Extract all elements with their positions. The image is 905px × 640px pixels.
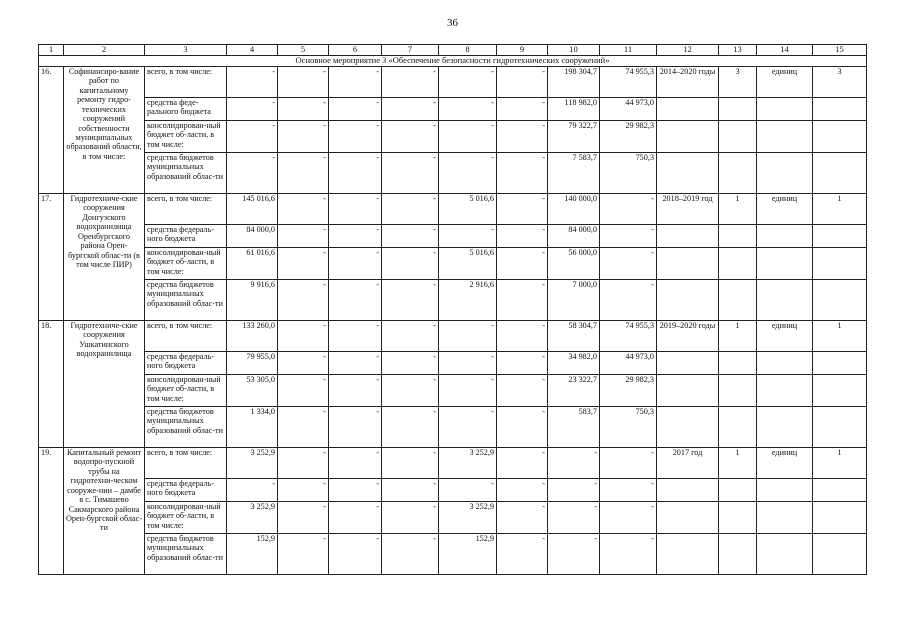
amount-cell: -	[329, 448, 382, 479]
table-body	[39, 45, 867, 575]
amount-cell: 61 016,6	[227, 248, 278, 280]
funding-source: консолидирован-ный бюджет об-ласти, в том числе:	[145, 121, 227, 153]
funding-source: средства бюджетов муниципальных образований облас-ти	[145, 153, 227, 194]
empty-cell	[657, 375, 719, 407]
amount-cell: -	[278, 479, 329, 502]
empty-cell	[719, 352, 757, 375]
amount-cell: 79 955,0	[227, 352, 278, 375]
table-row	[39, 352, 867, 375]
unit-cell: единиц	[757, 448, 813, 479]
empty-cell	[813, 98, 867, 121]
amount-cell: 56 000,0	[548, 248, 600, 280]
amount-cell: -	[278, 280, 329, 321]
amount-cell: -	[600, 280, 657, 321]
empty-cell	[719, 280, 757, 321]
amount-cell: -	[278, 502, 329, 534]
funding-source: всего, в том числе:	[145, 448, 227, 479]
amount-cell: -	[497, 321, 548, 352]
empty-cell	[719, 375, 757, 407]
empty-cell	[757, 225, 813, 248]
amount-cell: -	[278, 153, 329, 194]
amount-cell: -	[278, 321, 329, 352]
amount-cell: -	[497, 479, 548, 502]
table-row	[39, 534, 867, 575]
amount-cell: -	[439, 67, 497, 98]
amount-cell: -	[329, 121, 382, 153]
item-name: Гидротехниче-ские сооружения Донгузского водохранилища Оренбургского района Орен-бургской облас-ти (в том числе ПИР)	[64, 194, 145, 321]
empty-cell	[719, 479, 757, 502]
empty-cell	[657, 280, 719, 321]
amount-cell: 2 916,6	[439, 280, 497, 321]
column-number: 6	[329, 45, 382, 56]
funding-source: всего, в том числе:	[145, 67, 227, 98]
amount-cell: -	[329, 194, 382, 225]
amount-cell: 7 000,0	[548, 280, 600, 321]
amount-cell: -	[278, 375, 329, 407]
amount-cell: 3 252,9	[227, 502, 278, 534]
amount-cell: -	[227, 479, 278, 502]
amount-cell: -	[497, 502, 548, 534]
amount-cell: -	[439, 121, 497, 153]
amount-cell: 58 304,7	[548, 321, 600, 352]
empty-cell	[757, 534, 813, 575]
table-row	[39, 194, 867, 225]
amount-cell: -	[278, 407, 329, 448]
funding-source: консолидирован-ный бюджет об-ласти, в том числе:	[145, 502, 227, 534]
amount-cell: -	[382, 67, 439, 98]
table-row	[39, 375, 867, 407]
period-cell: 2014–2020 годы	[657, 67, 719, 98]
funding-source: средства федераль-ного бюджета	[145, 479, 227, 502]
item-name: Софинансиро-вание работ по капитальному ремонту гидро-технических сооружений собственности муниципальных образований области, в том числе:	[64, 67, 145, 194]
column-number: 3	[145, 45, 227, 56]
funding-source: средства федераль-ного бюджета	[145, 352, 227, 375]
empty-cell	[757, 248, 813, 280]
amount-cell: -	[329, 248, 382, 280]
empty-cell	[813, 479, 867, 502]
amount-cell: -	[382, 280, 439, 321]
column-number: 5	[278, 45, 329, 56]
table-row	[39, 321, 867, 352]
amount-cell: -	[497, 225, 548, 248]
column-number: 14	[757, 45, 813, 56]
funding-source: консолидирован-ный бюджет об-ласти, в том числе:	[145, 248, 227, 280]
empty-cell	[813, 225, 867, 248]
amount-cell: -	[497, 280, 548, 321]
table-row	[39, 153, 867, 194]
empty-cell	[657, 153, 719, 194]
page-number: 36	[447, 17, 458, 29]
unit-cell: единиц	[757, 67, 813, 98]
amount-cell: -	[329, 98, 382, 121]
amount-cell: -	[548, 448, 600, 479]
empty-cell	[813, 375, 867, 407]
amount-cell: -	[439, 153, 497, 194]
amount-cell: -	[382, 225, 439, 248]
amount-cell: -	[227, 153, 278, 194]
amount-cell: -	[227, 98, 278, 121]
column-number: 12	[657, 45, 719, 56]
empty-cell	[657, 407, 719, 448]
period-cell: 2017 год	[657, 448, 719, 479]
column-number: 10	[548, 45, 600, 56]
amount-cell: -	[600, 194, 657, 225]
amount-cell: 53 305,0	[227, 375, 278, 407]
empty-cell	[719, 407, 757, 448]
funding-source: консолидирован-ный бюджет об-ласти, в том числе:	[145, 375, 227, 407]
empty-cell	[719, 153, 757, 194]
funding-source: всего, в том числе:	[145, 194, 227, 225]
amount-cell: 5 016,6	[439, 194, 497, 225]
amount-cell: -	[329, 375, 382, 407]
empty-cell	[813, 248, 867, 280]
table-row	[39, 407, 867, 448]
funding-source: средства феде-рального бюджета	[145, 98, 227, 121]
amount-cell: -	[439, 352, 497, 375]
amount-cell: -	[497, 448, 548, 479]
amount-cell: 140 000,0	[548, 194, 600, 225]
amount-cell: -	[329, 479, 382, 502]
empty-cell	[719, 225, 757, 248]
amount-cell: -	[278, 194, 329, 225]
column-number-row	[39, 45, 867, 56]
amount-cell: -	[497, 248, 548, 280]
amount-cell: 7 583,7	[548, 153, 600, 194]
amount-cell: 84 000,0	[548, 225, 600, 248]
empty-cell	[657, 225, 719, 248]
empty-cell	[657, 534, 719, 575]
column-number: 13	[719, 45, 757, 56]
amount-cell: -	[439, 375, 497, 407]
item-number: 16.	[39, 67, 64, 194]
value-cell: 1	[813, 194, 867, 225]
amount-cell: 29 982,3	[600, 121, 657, 153]
amount-cell: 133 260,0	[227, 321, 278, 352]
empty-cell	[657, 248, 719, 280]
amount-cell: -	[227, 67, 278, 98]
amount-cell: -	[497, 375, 548, 407]
amount-cell: -	[329, 352, 382, 375]
table-row	[39, 248, 867, 280]
empty-cell	[813, 534, 867, 575]
amount-cell: -	[497, 98, 548, 121]
amount-cell: 9 916,6	[227, 280, 278, 321]
period-cell: 2018–2019 год	[657, 194, 719, 225]
empty-cell	[757, 479, 813, 502]
amount-cell: -	[382, 448, 439, 479]
empty-cell	[719, 121, 757, 153]
amount-cell: -	[382, 248, 439, 280]
table-row	[39, 479, 867, 502]
item-name: Гидротехниче-ские сооружения Ушкатинского водохранилища	[64, 321, 145, 448]
amount-cell: 750,3	[600, 407, 657, 448]
amount-cell: -	[497, 534, 548, 575]
empty-cell	[719, 248, 757, 280]
table-row	[39, 225, 867, 248]
table-row	[39, 502, 867, 534]
funding-source: средства бюджетов муниципальных образований облас-ти	[145, 407, 227, 448]
empty-cell	[719, 98, 757, 121]
amount-cell: 44 973,0	[600, 98, 657, 121]
funding-source: средства бюджетов муниципальных образований облас-ти	[145, 534, 227, 575]
amount-cell: 3 252,9	[227, 448, 278, 479]
funding-source: всего, в том числе:	[145, 321, 227, 352]
amount-cell: -	[329, 407, 382, 448]
count-cell: 3	[719, 67, 757, 98]
amount-cell: 198 304,7	[548, 67, 600, 98]
amount-cell: -	[600, 534, 657, 575]
amount-cell: -	[600, 225, 657, 248]
amount-cell: -	[329, 280, 382, 321]
empty-cell	[757, 375, 813, 407]
period-cell: 2019–2020 годы	[657, 321, 719, 352]
amount-cell: -	[497, 407, 548, 448]
table-row	[39, 98, 867, 121]
amount-cell: -	[382, 194, 439, 225]
amount-cell: 44 973,0	[600, 352, 657, 375]
funding-source: средства бюджетов муниципальных образований облас-ти	[145, 280, 227, 321]
amount-cell: 34 982,0	[548, 352, 600, 375]
empty-cell	[813, 121, 867, 153]
amount-cell: 3 252,9	[439, 502, 497, 534]
table-row	[39, 280, 867, 321]
amount-cell: -	[382, 121, 439, 153]
empty-cell	[813, 407, 867, 448]
amount-cell: 750,3	[600, 153, 657, 194]
amount-cell: -	[439, 225, 497, 248]
empty-cell	[757, 502, 813, 534]
amount-cell: -	[382, 321, 439, 352]
amount-cell: -	[439, 98, 497, 121]
column-number: 15	[813, 45, 867, 56]
amount-cell: -	[600, 479, 657, 502]
amount-cell: 152,9	[227, 534, 278, 575]
column-number: 11	[600, 45, 657, 56]
amount-cell: -	[548, 479, 600, 502]
amount-cell: -	[278, 67, 329, 98]
column-number: 1	[39, 45, 64, 56]
empty-cell	[757, 98, 813, 121]
amount-cell: -	[278, 248, 329, 280]
column-number: 4	[227, 45, 278, 56]
amount-cell: -	[600, 448, 657, 479]
amount-cell: -	[278, 448, 329, 479]
amount-cell: -	[497, 121, 548, 153]
funding-source: средства федераль-ного бюджета	[145, 225, 227, 248]
column-number: 2	[64, 45, 145, 56]
count-cell: 1	[719, 321, 757, 352]
item-number: 17.	[39, 194, 64, 321]
amount-cell: -	[497, 153, 548, 194]
table-row	[39, 448, 867, 479]
amount-cell: -	[382, 98, 439, 121]
amount-cell: -	[497, 194, 548, 225]
empty-cell	[813, 352, 867, 375]
empty-cell	[757, 352, 813, 375]
amount-cell: -	[382, 502, 439, 534]
empty-cell	[757, 407, 813, 448]
amount-cell: 3 252,9	[439, 448, 497, 479]
empty-cell	[657, 98, 719, 121]
amount-cell: -	[382, 479, 439, 502]
unit-cell: единиц	[757, 321, 813, 352]
amount-cell: 23 322,7	[548, 375, 600, 407]
amount-cell: 118 982,0	[548, 98, 600, 121]
amount-cell: -	[278, 98, 329, 121]
amount-cell: -	[278, 121, 329, 153]
empty-cell	[757, 280, 813, 321]
empty-cell	[813, 153, 867, 194]
amount-cell: -	[227, 121, 278, 153]
column-number: 7	[382, 45, 439, 56]
column-number: 9	[497, 45, 548, 56]
amount-cell: -	[382, 153, 439, 194]
unit-cell: единиц	[757, 194, 813, 225]
item-number: 18.	[39, 321, 64, 448]
amount-cell: 84 000,0	[227, 225, 278, 248]
amount-cell: -	[382, 534, 439, 575]
amount-cell: 145 016,6	[227, 194, 278, 225]
amount-cell: 1 334,0	[227, 407, 278, 448]
empty-cell	[657, 121, 719, 153]
amount-cell: -	[497, 67, 548, 98]
empty-cell	[813, 502, 867, 534]
amount-cell: -	[439, 321, 497, 352]
amount-cell: -	[497, 352, 548, 375]
amount-cell: 152,9	[439, 534, 497, 575]
amount-cell: -	[329, 67, 382, 98]
table-row	[39, 121, 867, 153]
amount-cell: 5 016,6	[439, 248, 497, 280]
value-cell: 1	[813, 448, 867, 479]
funding-table	[38, 44, 867, 575]
amount-cell: -	[278, 352, 329, 375]
amount-cell: 79 322,7	[548, 121, 600, 153]
amount-cell: 74 955,3	[600, 321, 657, 352]
item-name: Капитальный ремонт водопро-пускной трубы на гидротехни-ческом сооружe-нии – дамбе в с. Тимашево Сакмарского района Орен-бургской облас-ти	[64, 448, 145, 575]
count-cell: 1	[719, 194, 757, 225]
amount-cell: -	[600, 502, 657, 534]
amount-cell: -	[382, 375, 439, 407]
amount-cell: -	[329, 534, 382, 575]
empty-cell	[657, 502, 719, 534]
amount-cell: -	[278, 534, 329, 575]
empty-cell	[719, 534, 757, 575]
amount-cell: 29 982,3	[600, 375, 657, 407]
section-row	[39, 56, 867, 67]
amount-cell: -	[329, 502, 382, 534]
amount-cell: -	[329, 321, 382, 352]
amount-cell: -	[548, 534, 600, 575]
table-row	[39, 67, 867, 98]
amount-cell: -	[278, 225, 329, 248]
amount-cell: -	[329, 225, 382, 248]
amount-cell: -	[382, 352, 439, 375]
empty-cell	[813, 280, 867, 321]
amount-cell: 74 955,3	[600, 67, 657, 98]
empty-cell	[719, 502, 757, 534]
item-number: 19.	[39, 448, 64, 575]
section-title: Основное мероприятие 3 «Обеспечение безопасности гидротехнических сооружений»	[39, 56, 867, 67]
empty-cell	[657, 352, 719, 375]
amount-cell: -	[329, 153, 382, 194]
column-number: 8	[439, 45, 497, 56]
empty-cell	[757, 121, 813, 153]
empty-cell	[757, 153, 813, 194]
count-cell: 1	[719, 448, 757, 479]
value-cell: 3	[813, 67, 867, 98]
amount-cell: -	[600, 248, 657, 280]
amount-cell: -	[439, 479, 497, 502]
amount-cell: -	[439, 407, 497, 448]
amount-cell: -	[548, 502, 600, 534]
amount-cell: 583,7	[548, 407, 600, 448]
value-cell: 1	[813, 321, 867, 352]
empty-cell	[657, 479, 719, 502]
amount-cell: -	[382, 407, 439, 448]
